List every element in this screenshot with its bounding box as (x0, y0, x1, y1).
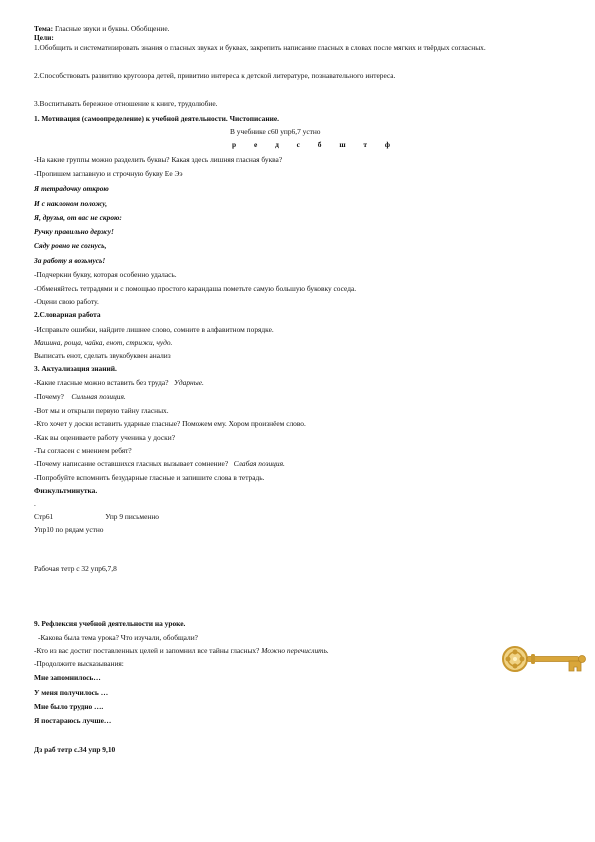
sentence-starter: Я постараюсь лучше… (34, 716, 112, 725)
vocabulary-task: -Исправьте ошибки, найдите лишнее слово, сомните в алфавитном порядке. (34, 325, 274, 334)
letters-row: р е д с б ш т ф (232, 140, 392, 149)
poem-line: За работу я возьмусь! (34, 256, 106, 265)
question-line (34, 459, 285, 468)
key-bow (503, 647, 527, 671)
reflection-question: -Продолжите высказывания: (34, 659, 124, 668)
question-text: -Почему написание оставшихся гласных вызывает сомнение? (34, 459, 229, 468)
reflection-question (34, 646, 329, 655)
answer-text: Можно перечислить. (261, 646, 329, 655)
question-text: -Какие гласные можно вставить без труда? (34, 378, 169, 387)
theme-line (34, 24, 169, 33)
vocabulary-task-2: Выписать енот, сделать звукобуквен анализ (34, 351, 171, 360)
answer-text: Сильная позиция. (71, 392, 126, 401)
sentence-starter: У меня получилось … (34, 688, 109, 697)
homework-line: Дз раб тетр с.34 упр 9,10 (34, 745, 116, 754)
key-tip (579, 656, 586, 663)
section-1-heading: 1. Мотивация (самоопределение) к учебной деятельности. Чистописание. (34, 114, 279, 123)
exercise-9: Упр 9 письменно (105, 512, 159, 521)
question-line (34, 378, 204, 387)
instruction-line: -Обменяйтесь тетрадями и с помощью простого карандаша пометьте самую большую буковку соседа. (34, 284, 357, 293)
question-text: -Кто из вас достиг поставленных целей и запомнил все тайны гласных? (34, 646, 260, 655)
golden-key-icon (501, 642, 587, 676)
question-line (34, 392, 126, 401)
section-3-heading: 3. Актуализация знаний. (34, 364, 117, 373)
text-line: -Как вы оцениваете работу ученика у доски? (34, 433, 175, 442)
answer-text: Слабая позиция. (233, 459, 285, 468)
workbook-line: Рабочая тетр с 32 упр6,7,8 (34, 564, 117, 573)
sentence-starter: Мне запомнилось… (34, 673, 101, 682)
sentence-starter: Мне было трудно …. (34, 702, 104, 711)
answer-text: Ударные. (174, 378, 204, 387)
question-text: -Почему? (34, 392, 64, 401)
poem-line: Я тетрадочку открою (34, 184, 109, 193)
reflection-question: -Какова была тема урока? Что изучали, обобщали? (38, 633, 198, 642)
instruction-line: -Оцени свою работу. (34, 297, 99, 306)
question-write-letters: -Пропишем заглавную и строчную букву Ее Ээ (34, 169, 183, 178)
goals-label: Цели: (34, 33, 54, 42)
text-line: -Попробуйте вспомнить безударные гласные и запишите слова в тетрадь. (34, 473, 265, 482)
text-line: -Ты согласен с мнением ребят? (34, 446, 132, 455)
poem-line: И с наклоном положу, (34, 199, 108, 208)
key-collar (531, 654, 535, 664)
page-reference (34, 512, 159, 521)
instruction-line: -Подчеркни букву, которая особенно удалась. (34, 270, 177, 279)
dot-mark: . (34, 499, 36, 508)
fizminutka: Физкультминутка. (34, 486, 98, 495)
goal-3: 3.Воспитывать бережное отношение к книге, трудолюбие. (34, 99, 218, 108)
vocabulary-words: Машина, роща, чайка, енот, стрижи, чудо. (34, 338, 173, 347)
section-9-heading: 9. Рефлексия учебной деятельности на уроке. (34, 619, 186, 628)
question-letters-groups: -На какие группы можно разделить буквы? Какая здесь лишняя гласная буква? (34, 155, 283, 164)
theme-label: Тема: (34, 24, 54, 33)
poem-line: Сяду ровно не согнусь, (34, 241, 107, 250)
exercise-10: Упр10 по рядам устно (34, 525, 104, 534)
page-ref: Стр61 (34, 512, 54, 521)
goal-1: 1.Обобщить и систематизировать знания о гласных звуках и буквах, закрепить написание гласных в словах после мягких и твёрдых согласных. (34, 43, 486, 52)
poem-line: Ручку правильно держу! (34, 227, 114, 236)
key-bit (569, 661, 581, 671)
textbook-line: В учебнике с60 упр6,7 устно (230, 127, 321, 136)
text-line: -Вот мы и открыли первую тайну гласных. (34, 406, 169, 415)
theme-text: Гласные звуки и буквы. Обобщение. (54, 24, 170, 33)
goal-2: 2.Способствовать развитию кругозора детей, привитию интереса к детской литературе, познавательного интереса. (34, 71, 396, 80)
text-line: -Кто хочет у доски вставить ударные гласные? Поможем ему. Хором произнёем слово. (34, 419, 306, 428)
section-2-heading: 2.Словарная работа (34, 310, 101, 319)
poem-line: Я, друзья, от вас не скрою: (34, 213, 122, 222)
